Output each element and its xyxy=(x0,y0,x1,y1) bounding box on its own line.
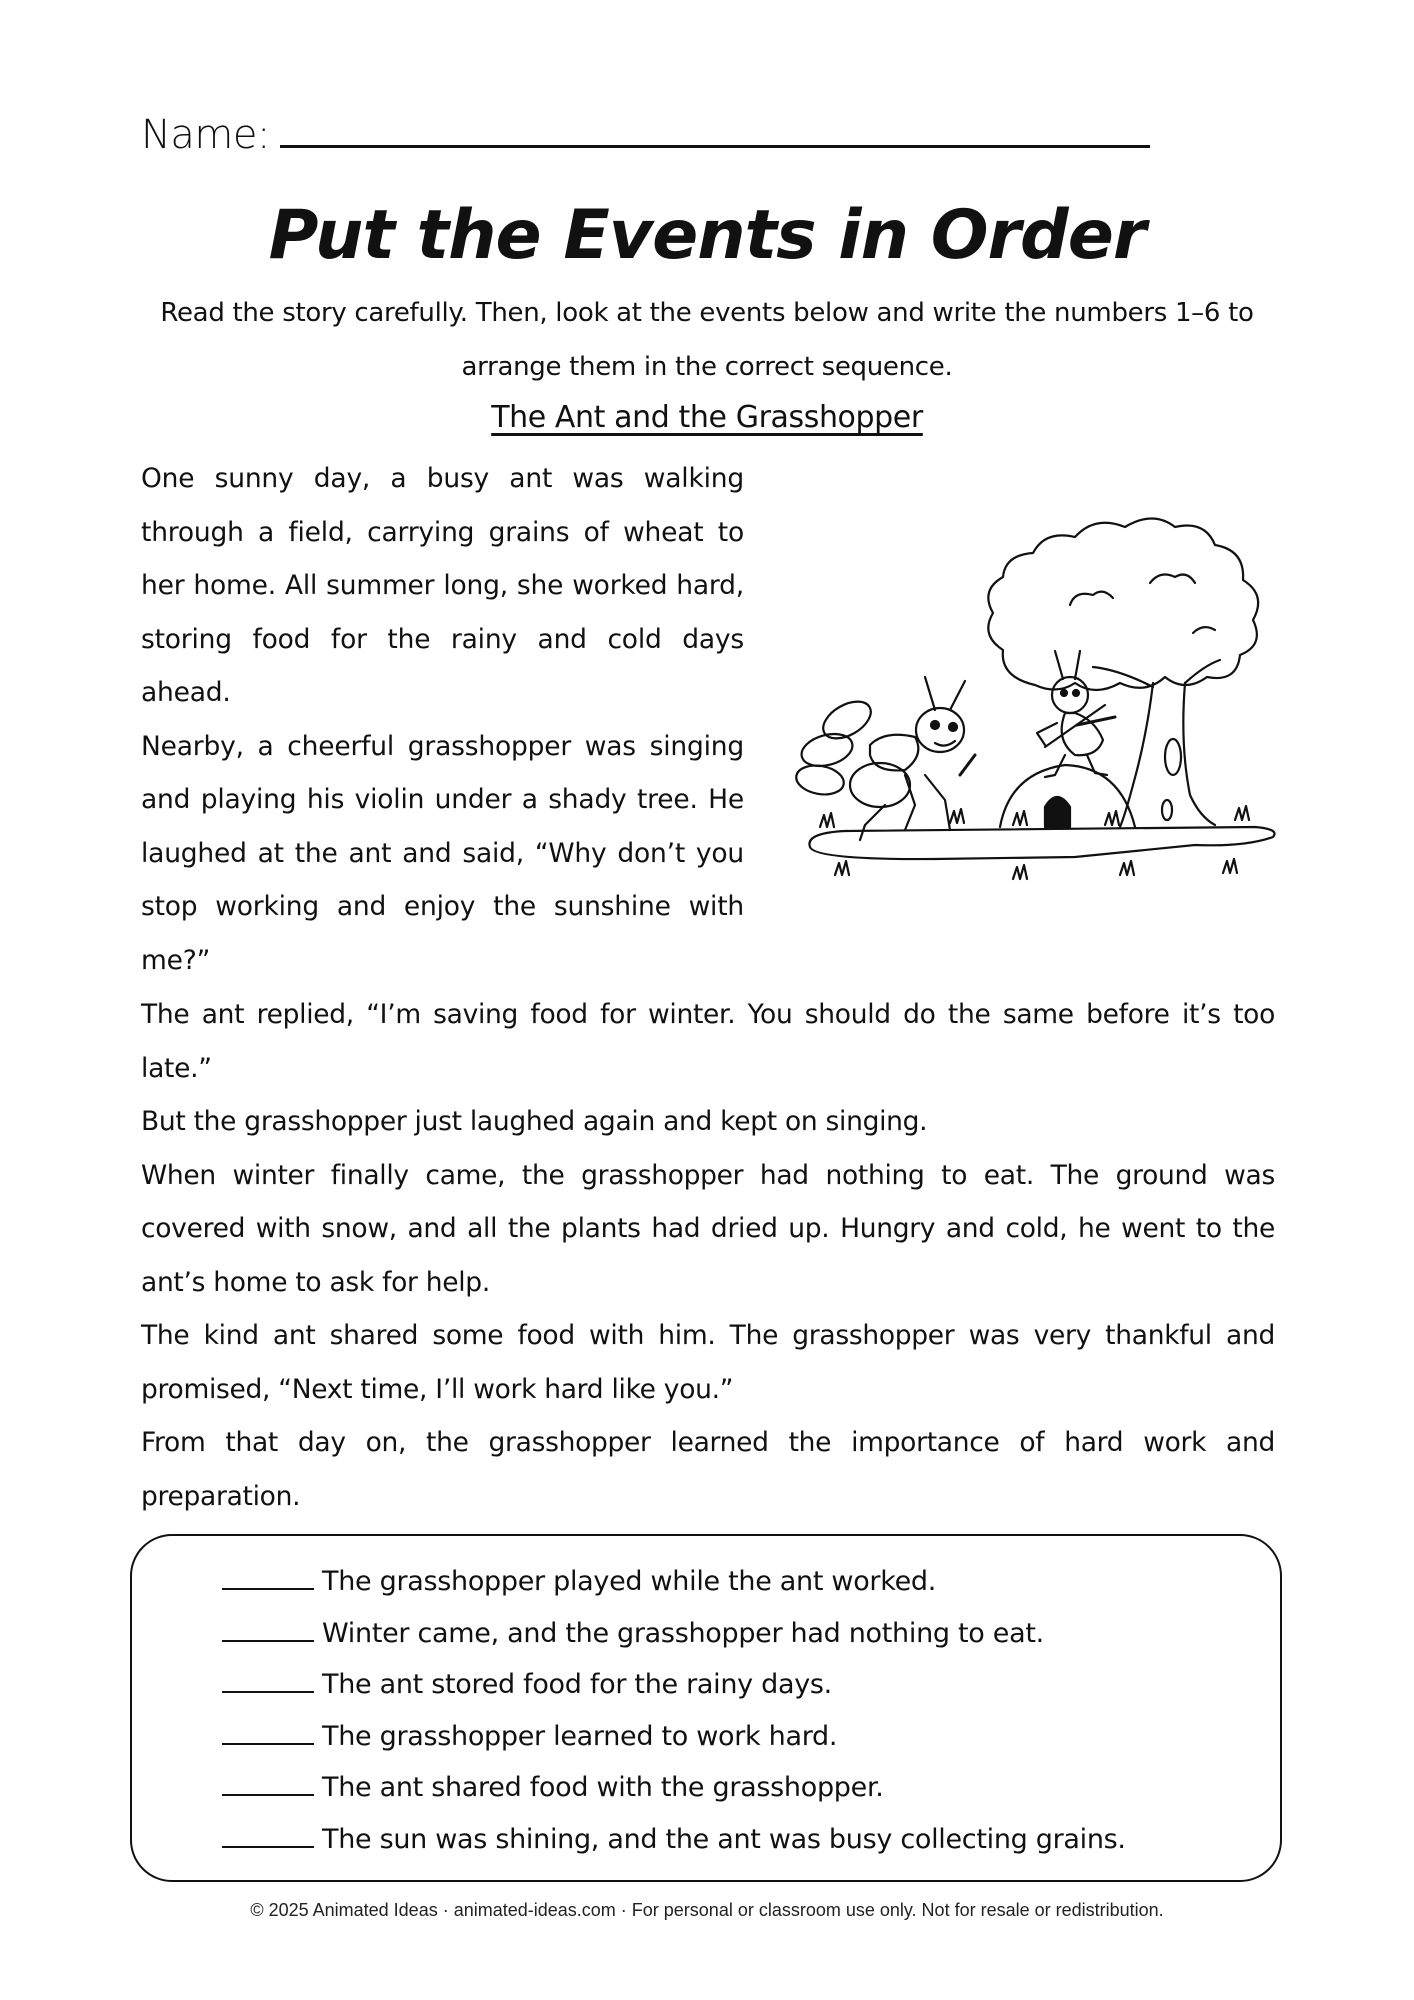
story-paragraph: From that day on, the grasshopper learned the importance of hard work and preparation. xyxy=(141,1427,1275,1512)
event-number-blank[interactable] xyxy=(222,1721,314,1745)
copyright-footer: © 2025 Animated Ideas · animated-ideas.com · For personal or classroom use only. Not for resale or redistribution. xyxy=(250,1900,1164,1920)
tree-trunk-icon xyxy=(1120,683,1215,827)
ground-icon xyxy=(809,827,1274,859)
grass-icon xyxy=(820,806,1249,879)
event-text: The grasshopper played while the ant worked. xyxy=(322,1566,937,1597)
story-paragraph: The kind ant shared some food with him. The grasshopper was very thankful and promised, “Next time, I’ll work hard like you.” xyxy=(141,1320,1275,1405)
tree-canopy-icon xyxy=(988,519,1258,691)
story-paragraph: The ant replied, “I’m saving food for winter. You should do the same before it’s too late.” xyxy=(141,999,1275,1084)
instructions: Read the story carefully. Then, look at the events below and write the numbers 1–6 to arrange them in the correct sequence. xyxy=(160,298,1254,382)
event-item xyxy=(222,1608,1126,1660)
story-paragraph: When winter finally came, the grasshopper had nothing to eat. The ground was covered with snow, and all the plants had dried up. Hungry and cold, he went to the ant’s home to ask for help. xyxy=(141,1159,1275,1298)
event-item xyxy=(222,1711,1126,1763)
event-item xyxy=(222,1762,1126,1814)
name-field-row xyxy=(141,112,1150,158)
ant-grasshopper-tree-illustration xyxy=(775,455,1315,975)
story-paragraph: But the grasshopper just laughed again and kept on singing. xyxy=(141,1106,928,1137)
event-text: Winter came, and the grasshopper had nothing to eat. xyxy=(322,1617,1044,1649)
name-blank-line[interactable] xyxy=(280,115,1150,148)
story-text-full-width xyxy=(141,988,1275,1523)
story-title: The Ant and the Grasshopper xyxy=(491,400,923,435)
story-text-beside-image xyxy=(141,452,744,987)
event-number-blank[interactable] xyxy=(222,1772,314,1796)
ant-icon xyxy=(794,677,975,840)
event-number-blank[interactable] xyxy=(222,1824,314,1848)
anthill-door-icon xyxy=(1045,797,1070,827)
events-list xyxy=(222,1556,1126,1865)
event-item xyxy=(222,1659,1126,1711)
event-number-blank[interactable] xyxy=(222,1618,314,1642)
event-text: The sun was shining, and the ant was busy collecting grains. xyxy=(322,1823,1126,1855)
event-text: The grasshopper learned to work hard. xyxy=(322,1720,838,1752)
event-item xyxy=(222,1814,1126,1866)
event-text: The ant stored food for the rainy days. xyxy=(322,1669,832,1700)
worksheet-title: Put the Events in Order xyxy=(268,196,1146,275)
event-text: The ant shared food with the grasshopper. xyxy=(322,1772,884,1803)
event-item xyxy=(222,1556,1126,1608)
grasshopper-icon xyxy=(1037,651,1115,777)
event-number-blank[interactable] xyxy=(222,1566,314,1590)
story-paragraph: Nearby, a cheerful grasshopper was singing and playing his violin under a shady tree. He laughed at the ant and said, “Why don’t you stop working and enjoy the sunshine with me?” xyxy=(141,730,744,976)
event-number-blank[interactable] xyxy=(222,1669,314,1693)
story-paragraph: One sunny day, a busy ant was walking through a field, carrying grains of wheat to her home. All summer long, she worked hard, storing food for the rainy and cold days ahead. xyxy=(141,463,744,708)
name-label: Name: xyxy=(141,112,270,158)
